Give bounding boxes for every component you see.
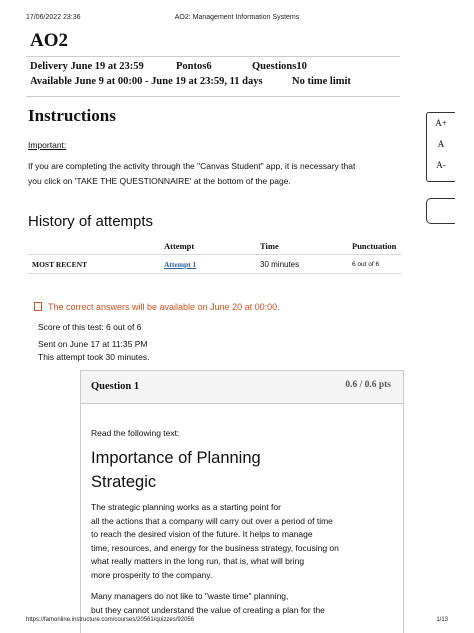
divider xyxy=(26,96,400,97)
column-header-attempt: Attempt xyxy=(164,241,195,251)
page-number: 1/13 xyxy=(436,617,448,623)
answers-notice-text: The correct answers will be available on June 20 at 00:00. xyxy=(48,302,280,312)
font-size-controls xyxy=(426,112,455,182)
question-name: Question 1 xyxy=(91,381,140,392)
attempt-duration: This attempt took 30 minutes. xyxy=(38,352,150,362)
font-decrease-button[interactable]: A- xyxy=(436,160,446,170)
font-reset-button[interactable]: A xyxy=(437,139,445,149)
side-panel-button[interactable] xyxy=(426,198,455,224)
print-url: https://famonline.instructure.com/courses/20561/quizzes/92056 xyxy=(26,617,195,623)
attempt-time: 30 minutes xyxy=(256,255,348,274)
passage-heading-line-1: Importance of Planning xyxy=(91,449,261,467)
time-limit: No time limit xyxy=(292,76,351,87)
passage-heading-line-2: Strategic xyxy=(91,473,157,491)
passage-line: to reach the desired vision of the future. It helps to manage xyxy=(91,529,313,539)
answers-notice xyxy=(34,302,280,312)
passage-line: what really matters in the long run, that is, what will bring xyxy=(91,556,305,566)
column-header-punctuation: Punctuation xyxy=(352,241,397,251)
attempt-link[interactable]: Attempt 1 xyxy=(164,259,197,269)
column-header xyxy=(28,238,160,255)
attempt-score: 6 out of 6 xyxy=(348,255,402,274)
passage-line: all the actions that a company will carry out over a period of time xyxy=(91,515,333,526)
question-count: Questions10 xyxy=(252,61,307,72)
print-page-title: AO2: Management Information Systems xyxy=(174,14,300,21)
availability-window: Available June 9 at 00:00 - June 19 at 23:59, 11 days xyxy=(30,76,263,87)
passage-line: time, resources, and energy for the business strategy, focusing on xyxy=(91,542,339,553)
instructions-line-1: If you are completing the activity through the "Canvas Student" app, it is necessary that xyxy=(28,161,356,171)
divider xyxy=(26,56,400,57)
passage-heading xyxy=(91,446,261,494)
test-score: Score of this test: 6 out of 6 xyxy=(38,322,142,332)
passage-line: Many managers do not like to "waste time" planning, xyxy=(91,591,289,601)
quiz-points: Pontos6 xyxy=(176,61,212,72)
passage-line: The strategic planning works as a starting point for xyxy=(91,502,281,512)
column-header-time: Time xyxy=(260,241,279,251)
question-card xyxy=(80,370,404,633)
instructions-heading: Instructions xyxy=(28,106,116,125)
table-row xyxy=(28,255,402,274)
delivery-date: Delivery June 19 at 23:59 xyxy=(30,61,144,72)
instructions-line-2: you click on 'TAKE THE QUESTIONNAIRE' at the bottom of the page. xyxy=(28,176,291,186)
important-label: Important: xyxy=(28,140,67,150)
attempt-history-table xyxy=(28,238,402,274)
quiz-title: AO2 xyxy=(30,30,68,51)
history-heading: History of attempts xyxy=(28,213,154,230)
passage-paragraph-1 xyxy=(91,501,391,582)
most-recent-label: MOST RECENT xyxy=(28,255,160,274)
passage-paragraph-2 xyxy=(91,590,391,617)
table-header-row xyxy=(28,238,402,255)
passage-line: but they cannot understand the value of creating a plan for the xyxy=(91,604,325,615)
passage-line: more prosperity to the company. xyxy=(91,569,213,580)
instructions-text xyxy=(28,159,398,189)
print-header xyxy=(26,14,448,24)
question-points: 0.6 / 0.6 pts xyxy=(345,380,391,390)
print-datetime: 17/06/2022 23:36 xyxy=(26,14,81,21)
warning-icon xyxy=(34,302,42,311)
font-increase-button[interactable]: A+ xyxy=(435,118,447,128)
print-footer xyxy=(26,617,448,627)
question-header xyxy=(81,371,403,404)
question-intro: Read the following text: xyxy=(91,428,180,438)
sent-time: Sent on June 17 at 11:35 PM xyxy=(38,339,148,349)
